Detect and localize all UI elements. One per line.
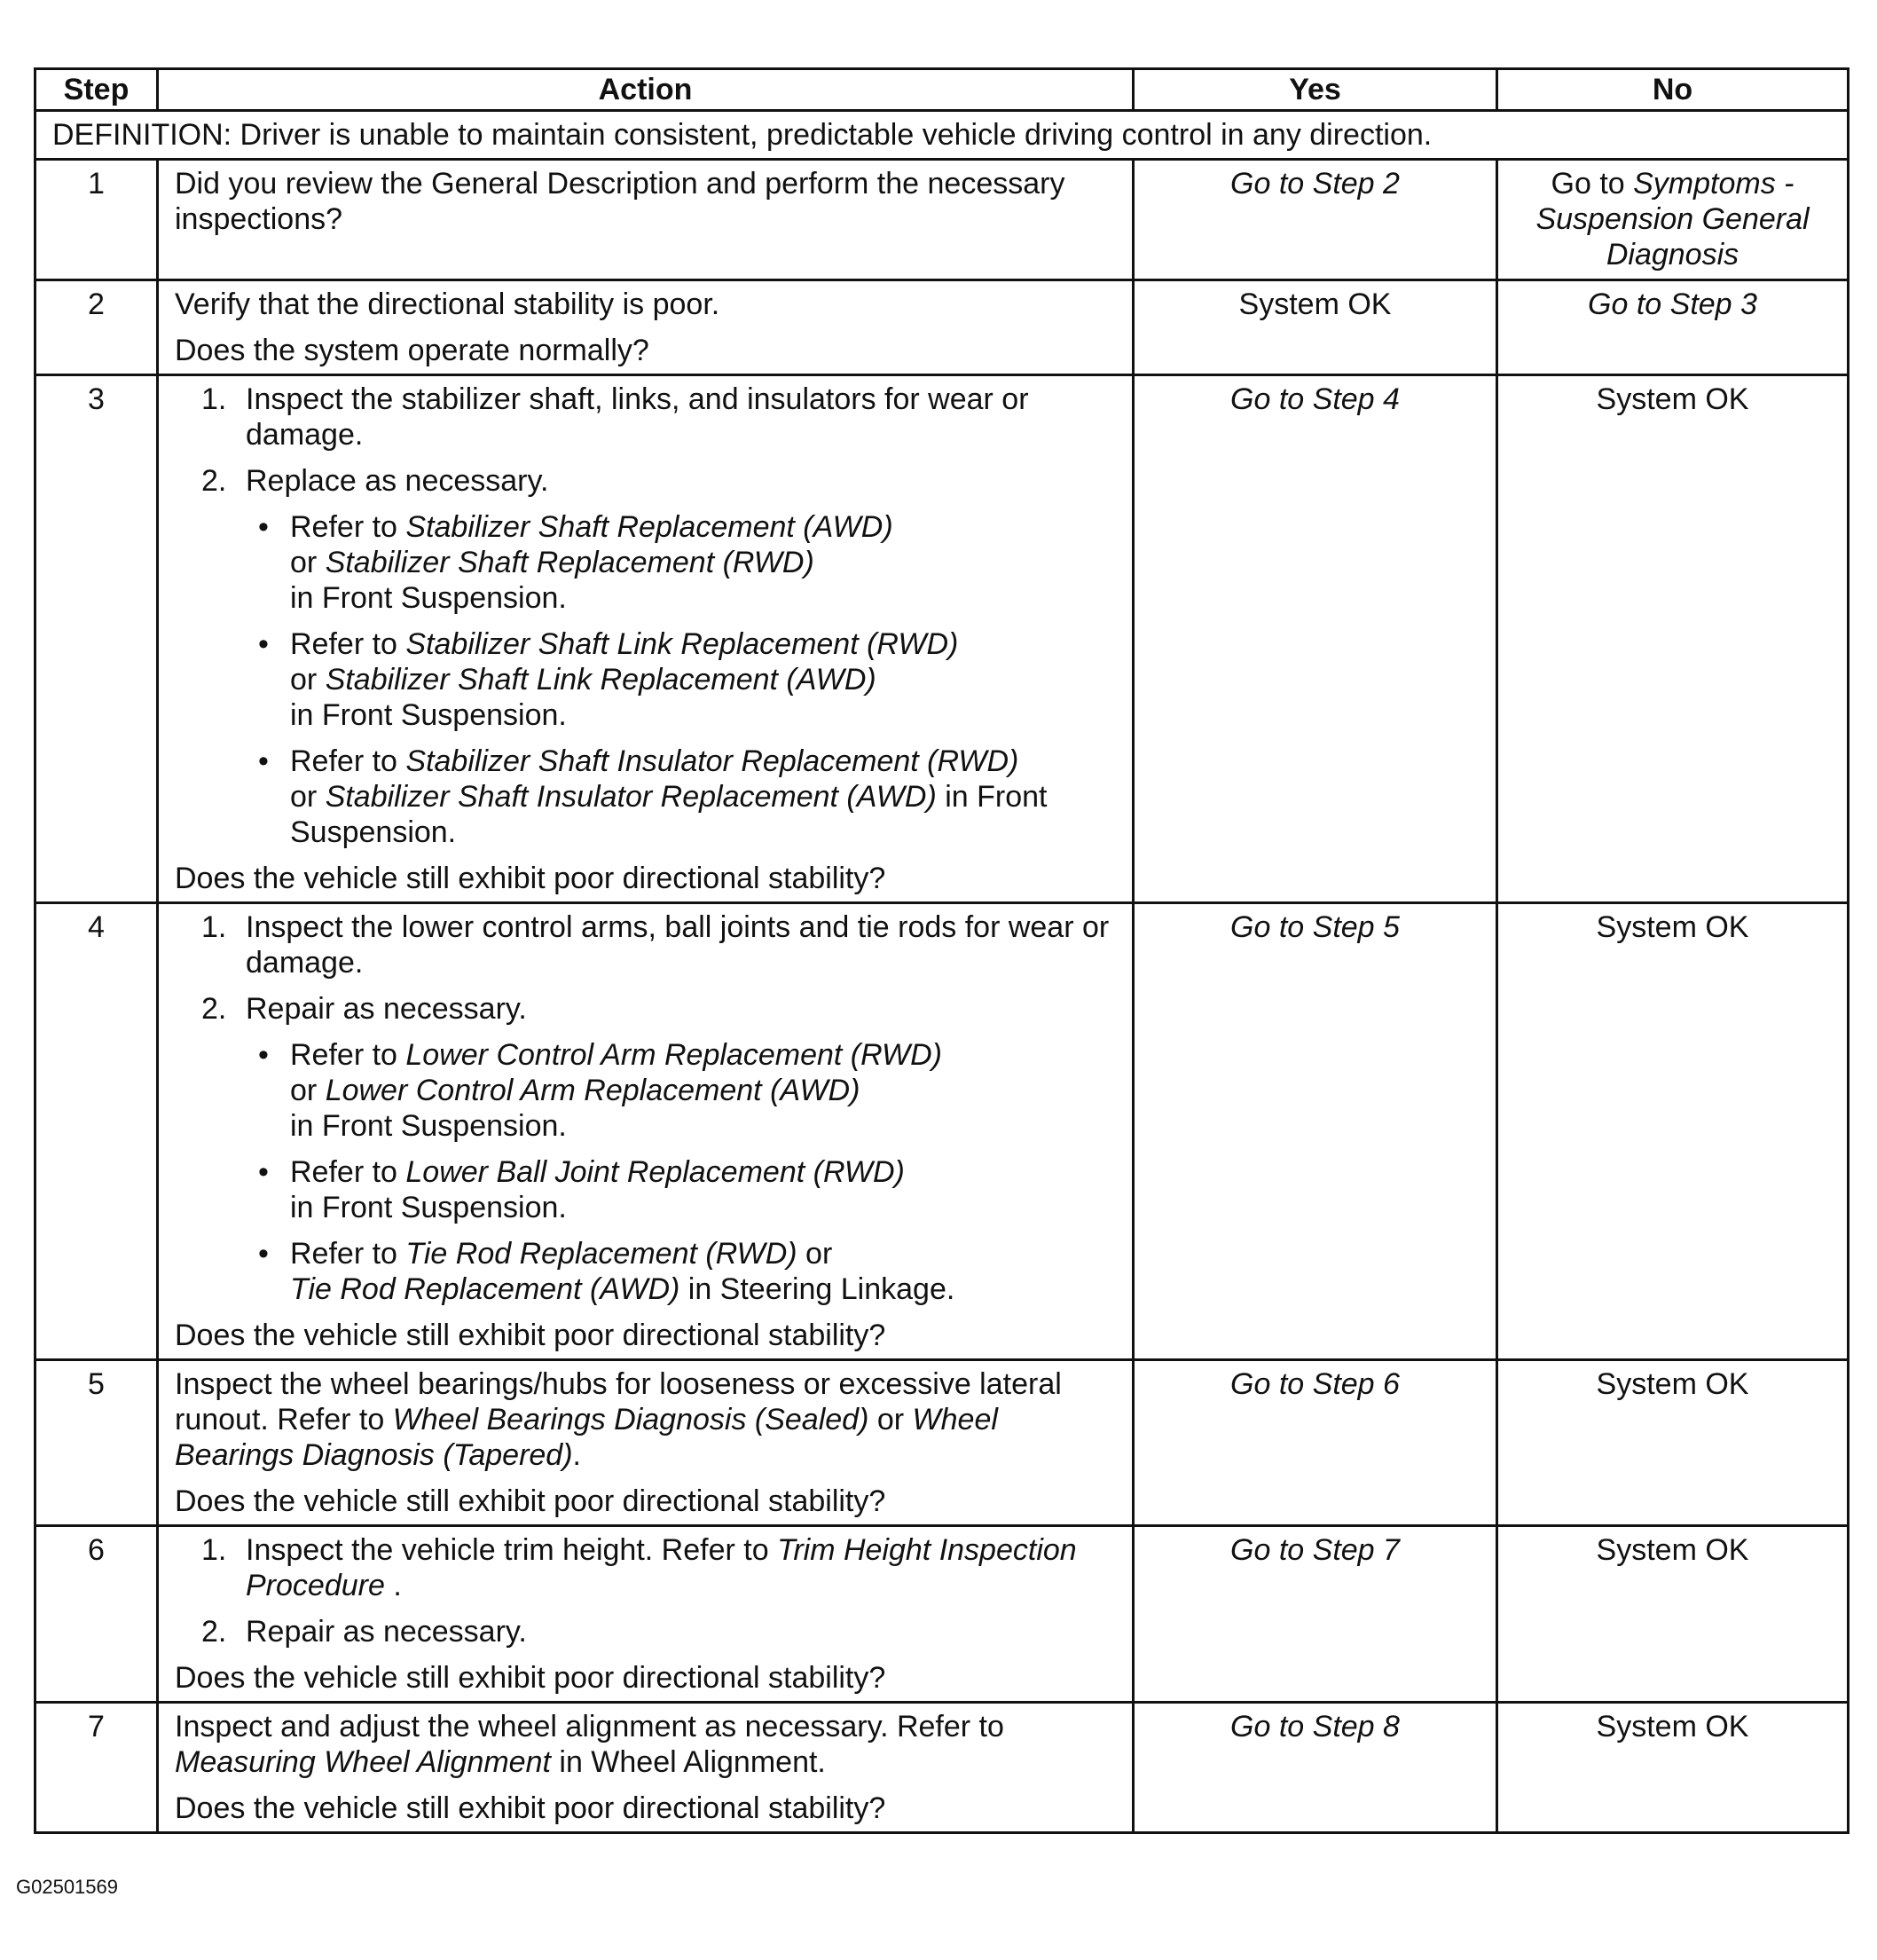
table-row — [35, 160, 1849, 280]
list-item — [175, 909, 1116, 980]
action-cell — [158, 160, 1134, 280]
no-link[interactable]: Symptoms - Suspension General Diagnosis — [1535, 167, 1810, 272]
reference-link[interactable]: Tie Rod Replacement (AWD) — [290, 1272, 680, 1306]
action-question: Does the vehicle still exhibit poor directional stability? — [175, 862, 886, 895]
bullet-item — [175, 509, 1116, 616]
header-no: No — [1497, 69, 1849, 111]
list-text: Repair as necessary. — [246, 1615, 527, 1649]
table-row — [35, 1360, 1849, 1526]
header-yes: Yes — [1134, 69, 1497, 111]
bullet-item — [175, 1236, 1116, 1307]
action-cell — [158, 280, 1134, 375]
no-cell — [1497, 1526, 1849, 1703]
no-cell — [1497, 160, 1849, 280]
header-action: Action — [158, 69, 1134, 111]
table-row — [35, 1703, 1849, 1833]
yes-link[interactable]: Go to Step 4 — [1230, 382, 1400, 416]
no-link[interactable]: Go to Step 3 — [1588, 287, 1757, 321]
action-question: Does the vehicle still exhibit poor directional stability? — [175, 1791, 886, 1825]
list-text: Replace as necessary. — [246, 464, 549, 498]
yes-cell — [1134, 1703, 1497, 1833]
yes-result: System OK — [1238, 287, 1392, 321]
bullet-text: in Front Suspension. — [290, 698, 567, 732]
action-text-part: Inspect the wheel bearings/hubs for looseness or excessive lateral runout. Refer to — [175, 1367, 1062, 1437]
bullet-marker: • — [258, 744, 269, 778]
action-cell — [158, 903, 1134, 1360]
reference-link[interactable]: Lower Control Arm Replacement (AWD) — [325, 1074, 860, 1107]
list-text: Inspect the vehicle trim height. Refer to — [246, 1533, 778, 1567]
action-cell — [158, 1703, 1134, 1833]
action-text-part: in Wheel Alignment. — [550, 1745, 826, 1779]
bullet-text: in Front Suspension. — [290, 780, 1048, 849]
action-question: Does the vehicle still exhibit poor directional stability? — [175, 1661, 886, 1695]
bullet-marker: • — [258, 510, 269, 544]
action-text: Verify that the directional stability is poor. — [175, 287, 720, 321]
list-item — [175, 1532, 1116, 1603]
step-number: 1 — [35, 160, 158, 280]
no-cell — [1497, 1360, 1849, 1526]
yes-cell — [1134, 375, 1497, 903]
list-number: 1. — [201, 382, 227, 416]
reference-link[interactable]: Wheel Bearings Diagnosis (Sealed) — [392, 1403, 869, 1437]
no-result: System OK — [1596, 1710, 1749, 1744]
list-text: . — [384, 1569, 402, 1602]
action-cell — [158, 375, 1134, 903]
bullet-text: Refer to — [290, 1155, 406, 1189]
yes-cell — [1134, 903, 1497, 1360]
action-cell — [158, 1526, 1134, 1703]
yes-cell — [1134, 160, 1497, 280]
bullet-text: or — [290, 1074, 326, 1107]
bullet-item — [175, 744, 1116, 850]
header-step: Step — [35, 69, 158, 111]
reference-link[interactable]: Tie Rod Replacement (RWD) — [405, 1237, 797, 1271]
bullet-text: or — [290, 546, 326, 579]
reference-link[interactable]: Stabilizer Shaft Link Replacement (RWD) — [405, 627, 959, 661]
bullet-text: Refer to — [290, 510, 406, 544]
step-number: 6 — [35, 1526, 158, 1703]
yes-link[interactable]: Go to Step 2 — [1230, 167, 1400, 201]
list-number: 2. — [201, 992, 227, 1026]
bullet-text: in Front Suspension. — [290, 1109, 567, 1143]
header-row — [35, 69, 1849, 111]
reference-link[interactable]: Lower Ball Joint Replacement (RWD) — [405, 1155, 905, 1189]
bullet-text: in Steering Linkage. — [679, 1272, 955, 1306]
bullet-marker: • — [258, 627, 269, 661]
bullet-text: or — [290, 780, 326, 814]
action-question: Does the vehicle still exhibit poor directional stability? — [175, 1318, 886, 1352]
bullet-marker: • — [258, 1155, 269, 1189]
no-cell — [1497, 375, 1849, 903]
step-number: 3 — [35, 375, 158, 903]
step-number: 7 — [35, 1703, 158, 1833]
step-number: 5 — [35, 1360, 158, 1526]
reference-link[interactable]: Stabilizer Shaft Replacement (RWD) — [325, 546, 814, 579]
table-row — [35, 903, 1849, 1360]
reference-link[interactable]: Stabilizer Shaft Link Replacement (AWD) — [325, 663, 876, 697]
reference-link[interactable]: Lower Control Arm Replacement (RWD) — [405, 1038, 943, 1072]
list-number: 1. — [201, 1533, 227, 1567]
reference-link[interactable]: Stabilizer Shaft Insulator Replacement (RWD) — [405, 744, 1019, 778]
bullet-marker: • — [258, 1038, 269, 1072]
no-cell — [1497, 1703, 1849, 1833]
bullet-item — [175, 1037, 1116, 1144]
yes-cell — [1134, 280, 1497, 375]
table-row — [35, 280, 1849, 375]
table-row — [35, 375, 1849, 903]
action-question: Does the vehicle still exhibit poor directional stability? — [175, 1484, 886, 1518]
definition-text: DEFINITION: Driver is unable to maintain consistent, predictable vehicle driving control in any direction. — [35, 111, 1849, 160]
bullet-text: in Front Suspension. — [290, 1191, 567, 1224]
no-result: System OK — [1596, 910, 1749, 944]
list-text: Repair as necessary. — [246, 992, 527, 1026]
diagnostic-table — [34, 67, 1850, 1834]
list-number: 2. — [201, 1615, 227, 1649]
yes-cell — [1134, 1360, 1497, 1526]
table-row — [35, 1526, 1849, 1703]
bullet-text: or — [290, 663, 326, 697]
yes-link[interactable]: Go to Step 8 — [1230, 1710, 1400, 1744]
list-item — [175, 463, 1116, 499]
no-result: System OK — [1596, 1533, 1749, 1567]
bullet-text: Refer to — [290, 1237, 406, 1271]
bullet-text: Refer to — [290, 1038, 406, 1072]
reference-link[interactable]: Wheel Bearings Diagnosis (Tapered) — [175, 1403, 998, 1472]
action-question: Does the system operate normally? — [175, 334, 649, 367]
no-cell — [1497, 280, 1849, 375]
bullet-text: Refer to — [290, 744, 406, 778]
action-text — [175, 1366, 1116, 1473]
bullet-text: Refer to — [290, 627, 406, 661]
yes-link[interactable]: Go to Step 5 — [1230, 910, 1400, 944]
bullet-item — [175, 626, 1116, 733]
bullet-text: or — [797, 1237, 833, 1271]
reference-link[interactable]: Measuring Wheel Alignment — [175, 1745, 551, 1779]
action-text-part: Inspect and adjust the wheel alignment as necessary. Refer to — [175, 1710, 1004, 1744]
action-text-part: or — [868, 1403, 913, 1437]
list-item — [175, 1614, 1116, 1649]
no-cell — [1497, 903, 1849, 1360]
no-prefix: Go to — [1551, 167, 1634, 201]
step-number: 2 — [35, 280, 158, 375]
list-number: 2. — [201, 464, 227, 498]
reference-link[interactable]: Stabilizer Shaft Replacement (AWD) — [405, 510, 893, 544]
action-text — [175, 1709, 1116, 1780]
definition-row — [35, 111, 1849, 160]
action-text-part: . — [572, 1438, 581, 1472]
bullet-marker: • — [258, 1237, 269, 1271]
no-result: System OK — [1596, 382, 1749, 416]
bullet-text: in Front Suspension. — [290, 581, 567, 615]
list-text: Inspect the stabilizer shaft, links, and insulators for wear or damage. — [246, 382, 1029, 452]
list-number: 1. — [201, 910, 227, 944]
list-item — [175, 382, 1116, 453]
yes-cell — [1134, 1526, 1497, 1703]
yes-link[interactable]: Go to Step 7 — [1230, 1533, 1400, 1567]
reference-link[interactable]: Trim Height Inspection Procedure — [246, 1533, 1077, 1602]
no-result: System OK — [1596, 1367, 1749, 1401]
yes-link[interactable]: Go to Step 6 — [1230, 1367, 1400, 1401]
bullet-item — [175, 1154, 1116, 1225]
reference-link[interactable]: Stabilizer Shaft Insulator Replacement (AWD) — [325, 780, 937, 814]
figure-id: G02501569 — [16, 1876, 118, 1898]
action-cell — [158, 1360, 1134, 1526]
list-text: Inspect the lower control arms, ball joints and tie rods for wear or damage. — [246, 910, 1110, 980]
step-number: 4 — [35, 903, 158, 1360]
list-item — [175, 991, 1116, 1027]
action-text: Did you review the General Description and perform the necessary inspections? — [175, 167, 1065, 236]
